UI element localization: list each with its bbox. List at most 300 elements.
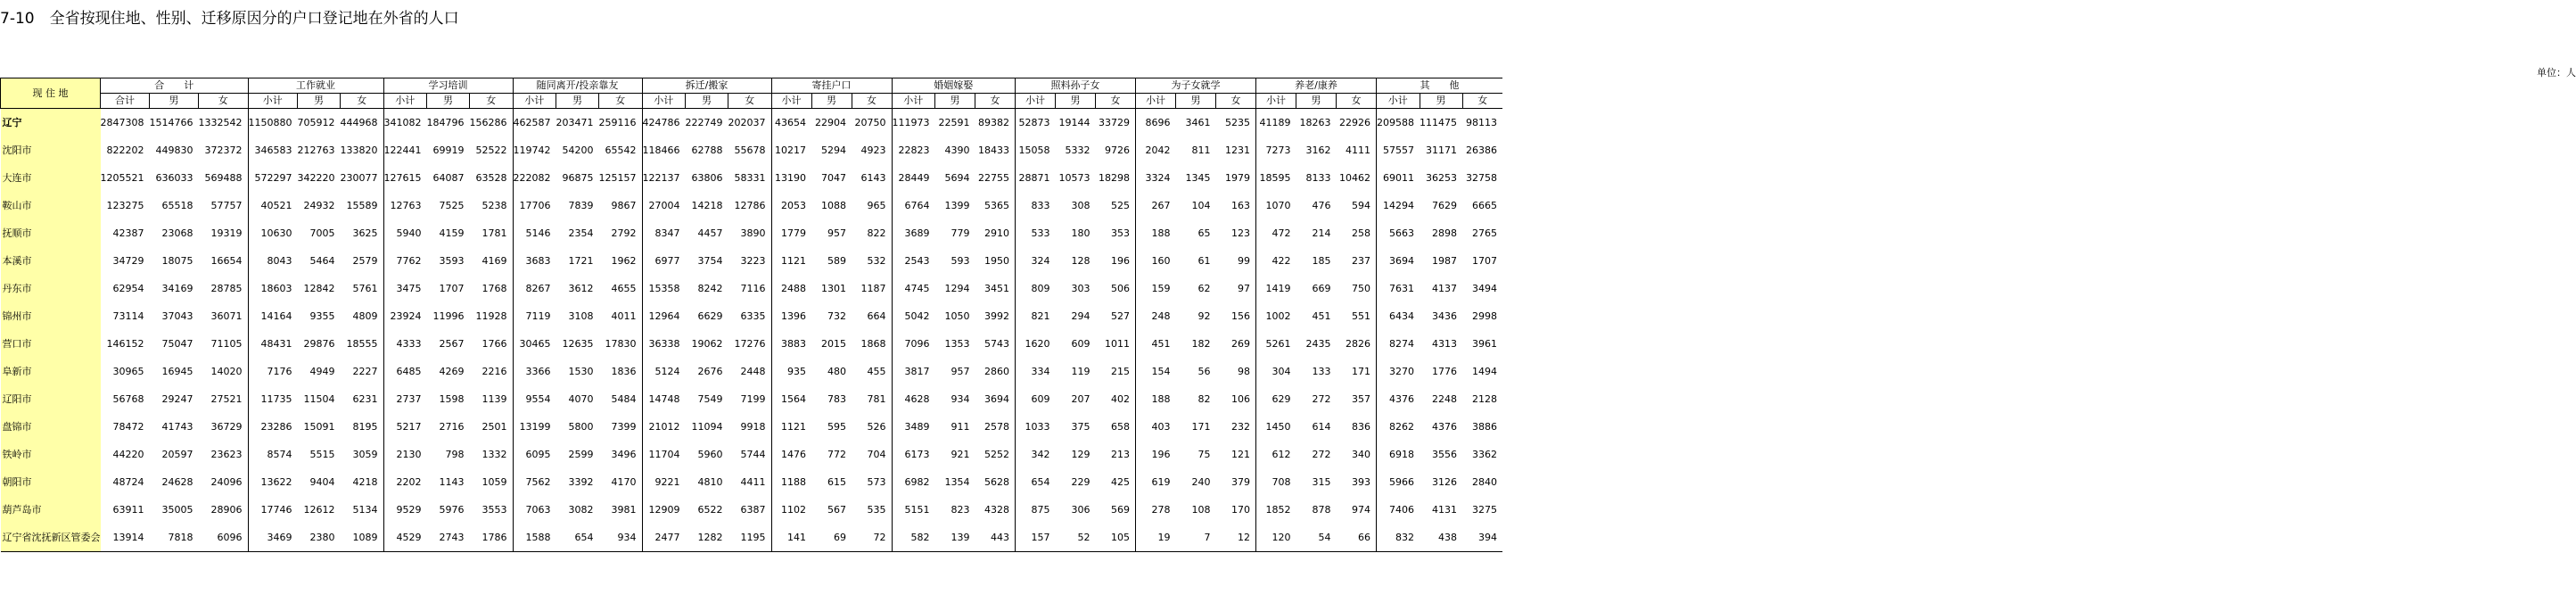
table-row xyxy=(1,136,1503,164)
cell-value: 4313 xyxy=(1432,338,1457,350)
cell-value: 609 xyxy=(1016,385,1056,413)
cell-value: 394 xyxy=(1462,524,1502,552)
table-row xyxy=(1,385,1503,413)
cell-value: 438 xyxy=(1420,524,1462,552)
cell-value: 1088 xyxy=(821,200,846,211)
cell-value: 5966 xyxy=(1377,468,1420,496)
table-row xyxy=(1,468,1503,496)
cell-value: 30965 xyxy=(112,366,144,377)
cell-value: 535 xyxy=(867,504,886,516)
cell-value: 357 xyxy=(1352,393,1370,405)
cell-value: 4137 xyxy=(1432,283,1457,294)
region-name: 鞍山市 xyxy=(1,192,101,219)
cell-value: 1721 xyxy=(568,255,594,267)
cell-value: 26386 xyxy=(1466,144,1497,156)
cell-value: 27521 xyxy=(210,393,243,405)
cell-value: 2765 xyxy=(1472,227,1497,239)
cell-value: 480 xyxy=(827,366,846,377)
cell-value: 6764 xyxy=(892,192,935,219)
table-row xyxy=(1,441,1503,468)
cell-value: 121 xyxy=(1231,449,1250,460)
cell-value: 230077 xyxy=(340,172,378,184)
cell-value: 823 xyxy=(951,504,970,516)
cell-value: 1781 xyxy=(481,227,507,239)
cell-value: 7406 xyxy=(1377,496,1420,524)
cell-value: 29247 xyxy=(161,393,193,405)
table-row xyxy=(1,524,1503,552)
cell-value: 17276 xyxy=(734,338,766,350)
cell-value: 2380 xyxy=(298,524,341,552)
cell-value: 119742 xyxy=(513,136,556,164)
cell-value: 3886 xyxy=(1472,421,1497,433)
cell-value: 342220 xyxy=(297,172,335,184)
cell-value: 33729 xyxy=(1099,117,1130,128)
cell-value: 8242 xyxy=(697,283,723,294)
cell-value: 1050 xyxy=(944,310,970,322)
cell-value: 62 xyxy=(1197,283,1211,294)
cell-value: 222082 xyxy=(513,164,556,192)
cell-value: 7525 xyxy=(439,200,465,211)
cell-value: 17706 xyxy=(513,192,556,219)
cell-value: 572297 xyxy=(248,164,298,192)
region-name: 盘锦市 xyxy=(1,413,101,441)
cell-value: 6335 xyxy=(740,310,766,322)
cell-value: 809 xyxy=(1016,275,1056,302)
header-sub: 男 xyxy=(1296,94,1337,109)
cell-value: 11928 xyxy=(475,310,507,322)
cell-value: 185 xyxy=(1312,255,1331,267)
header-sub: 小计 xyxy=(383,94,427,109)
table-row xyxy=(1,275,1503,302)
cell-value: 269 xyxy=(1231,338,1250,350)
cell-value: 2248 xyxy=(1432,393,1457,405)
cell-value: 341082 xyxy=(383,109,427,137)
region-name: 阜新市 xyxy=(1,358,101,385)
table-row xyxy=(1,247,1503,275)
cell-value: 248 xyxy=(1136,302,1176,330)
cell-value: 3694 xyxy=(1377,247,1420,275)
cell-value: 654 xyxy=(556,524,599,552)
cell-value: 1282 xyxy=(686,524,728,552)
cell-value: 5134 xyxy=(352,504,378,516)
cell-value: 36729 xyxy=(210,421,243,433)
cell-value: 13622 xyxy=(248,468,298,496)
cell-value: 1707 xyxy=(439,283,465,294)
table-row xyxy=(1,358,1503,385)
cell-value: 92 xyxy=(1197,310,1211,322)
cell-value: 6522 xyxy=(697,504,723,516)
header-group: 寄挂户口 xyxy=(771,78,892,94)
header-sub: 女 xyxy=(470,94,514,109)
cell-value: 182 xyxy=(1191,338,1211,350)
cell-value: 1294 xyxy=(944,283,970,294)
table-title: 7-10 全省按现住地、性别、迁移原因分的户口登记地在外省的人口 xyxy=(0,10,459,28)
cell-value: 8267 xyxy=(513,275,556,302)
cell-value: 2216 xyxy=(481,366,507,377)
cell-value: 3270 xyxy=(1377,358,1420,385)
cell-value: 6977 xyxy=(642,247,686,275)
cell-value: 2488 xyxy=(771,275,811,302)
cell-value: 19319 xyxy=(210,227,243,239)
cell-value: 444968 xyxy=(340,117,378,128)
cell-value: 7119 xyxy=(513,302,556,330)
cell-value: 1188 xyxy=(771,468,811,496)
cell-value: 551 xyxy=(1352,310,1370,322)
cell-value: 56768 xyxy=(112,393,144,405)
table-row xyxy=(1,413,1503,441)
cell-value: 27004 xyxy=(642,192,686,219)
cell-value: 9726 xyxy=(1105,144,1130,156)
cell-value: 14020 xyxy=(210,366,243,377)
cell-value: 619 xyxy=(1136,468,1176,496)
cell-value: 3496 xyxy=(611,449,637,460)
cell-value: 4949 xyxy=(309,366,335,377)
cell-value: 14748 xyxy=(642,385,686,413)
table-row xyxy=(1,192,1503,219)
cell-value: 2227 xyxy=(352,366,378,377)
cell-value: 6918 xyxy=(1377,441,1420,468)
cell-value: 125157 xyxy=(598,172,637,184)
cell-value: 4376 xyxy=(1432,421,1457,433)
cell-value: 96875 xyxy=(562,172,594,184)
cell-value: 609 xyxy=(1071,338,1090,350)
cell-value: 104 xyxy=(1191,200,1211,211)
header-sub: 小计 xyxy=(248,94,298,109)
cell-value: 1399 xyxy=(944,200,970,211)
cell-value: 1150880 xyxy=(248,109,298,137)
cell-value: 7273 xyxy=(1256,136,1296,164)
cell-value: 5235 xyxy=(1225,117,1250,128)
cell-value: 594 xyxy=(1352,200,1370,211)
cell-value: 2792 xyxy=(611,227,637,239)
cell-value: 127615 xyxy=(383,164,427,192)
cell-value: 8133 xyxy=(1305,172,1331,184)
cell-value: 669 xyxy=(1312,283,1331,294)
cell-value: 533 xyxy=(1016,219,1056,247)
cell-value: 2042 xyxy=(1136,136,1176,164)
cell-value: 3362 xyxy=(1472,449,1497,460)
cell-value: 462587 xyxy=(513,109,556,137)
header-sub: 合计 xyxy=(101,94,150,109)
cell-value: 97 xyxy=(1238,283,1250,294)
region-name: 锦州市 xyxy=(1,302,101,330)
cell-value: 615 xyxy=(827,476,846,488)
cell-value: 353 xyxy=(1111,227,1130,239)
cell-value: 2676 xyxy=(697,366,723,377)
cell-value: 1059 xyxy=(481,476,507,488)
cell-value: 3436 xyxy=(1432,310,1457,322)
cell-value: 2543 xyxy=(892,247,935,275)
cell-value: 28871 xyxy=(1016,164,1056,192)
region-name: 辽宁 xyxy=(1,109,101,137)
cell-value: 34729 xyxy=(112,255,144,267)
cell-value: 10217 xyxy=(771,136,811,164)
header-sub: 男 xyxy=(1056,94,1096,109)
cell-value: 589 xyxy=(827,255,846,267)
cell-value: 163 xyxy=(1231,200,1250,211)
cell-value: 1564 xyxy=(771,385,811,413)
cell-value: 19144 xyxy=(1058,117,1090,128)
cell-value: 2448 xyxy=(740,366,766,377)
cell-value: 5800 xyxy=(568,421,594,433)
cell-value: 278 xyxy=(1136,496,1176,524)
cell-value: 2053 xyxy=(771,192,811,219)
cell-value: 62788 xyxy=(691,144,723,156)
cell-value: 108 xyxy=(1191,504,1211,516)
cell-value: 64087 xyxy=(432,172,465,184)
cell-value: 595 xyxy=(827,421,846,433)
cell-value: 57557 xyxy=(1377,136,1420,164)
cell-value: 5124 xyxy=(642,358,686,385)
cell-value: 798 xyxy=(445,449,465,460)
header-sub: 女 xyxy=(599,94,643,109)
cell-value: 5484 xyxy=(611,393,637,405)
header-group: 工作就业 xyxy=(248,78,383,94)
region-name: 丹东市 xyxy=(1,275,101,302)
cell-value: 213 xyxy=(1111,449,1130,460)
cell-value: 1707 xyxy=(1472,255,1497,267)
cell-value: 2130 xyxy=(383,441,427,468)
cell-value: 3683 xyxy=(513,247,556,275)
cell-value: 20750 xyxy=(854,117,886,128)
cell-value: 1301 xyxy=(821,283,846,294)
cell-value: 6231 xyxy=(352,393,378,405)
cell-value: 156 xyxy=(1231,310,1250,322)
cell-value: 37043 xyxy=(161,310,193,322)
cell-value: 2860 xyxy=(984,366,1009,377)
cell-value: 2998 xyxy=(1472,310,1497,322)
cell-value: 393 xyxy=(1352,476,1370,488)
cell-value: 9918 xyxy=(740,421,766,433)
cell-value: 48431 xyxy=(248,330,298,358)
cell-value: 821 xyxy=(1016,302,1056,330)
cell-value: 7818 xyxy=(150,524,199,552)
cell-value: 78472 xyxy=(112,421,144,433)
cell-value: 4390 xyxy=(944,144,970,156)
cell-value: 111973 xyxy=(892,109,935,137)
cell-value: 159 xyxy=(1136,275,1176,302)
table-row xyxy=(1,219,1503,247)
cell-value: 12763 xyxy=(383,192,427,219)
cell-value: 1962 xyxy=(611,255,637,267)
header-sub: 女 xyxy=(975,94,1016,109)
cell-value: 171 xyxy=(1352,366,1370,377)
cell-value: 13190 xyxy=(771,164,811,192)
cell-value: 4169 xyxy=(481,255,507,267)
cell-value: 12612 xyxy=(303,504,335,516)
cell-value: 44220 xyxy=(112,449,144,460)
region-name: 本溪市 xyxy=(1,247,101,275)
cell-value: 6173 xyxy=(892,441,935,468)
cell-value: 16945 xyxy=(161,366,193,377)
cell-value: 425 xyxy=(1111,476,1130,488)
cell-value: 15091 xyxy=(303,421,335,433)
cell-value: 73114 xyxy=(112,310,144,322)
cell-value: 24628 xyxy=(161,476,193,488)
table-row xyxy=(1,109,1503,137)
cell-value: 6485 xyxy=(383,358,427,385)
cell-value: 306 xyxy=(1071,504,1090,516)
header-sub: 小计 xyxy=(513,94,556,109)
cell-value: 1514766 xyxy=(149,117,193,128)
cell-value: 23068 xyxy=(161,227,193,239)
region-name: 抚顺市 xyxy=(1,219,101,247)
cell-value: 62954 xyxy=(112,283,144,294)
cell-value: 99 xyxy=(1238,255,1250,267)
cell-value: 3556 xyxy=(1432,449,1457,460)
cell-value: 22591 xyxy=(938,117,970,128)
region-name: 沈阳市 xyxy=(1,136,101,164)
cell-value: 451 xyxy=(1312,310,1331,322)
header-corner: 现 住 地 xyxy=(1,78,101,109)
cell-value: 171 xyxy=(1191,421,1211,433)
cell-value: 4070 xyxy=(568,393,594,405)
cell-value: 582 xyxy=(892,524,935,552)
header-sub-row xyxy=(1,94,1503,109)
cell-value: 1139 xyxy=(481,393,507,405)
header-group: 合 计 xyxy=(101,78,249,94)
cell-value: 1987 xyxy=(1432,255,1457,267)
cell-value: 1836 xyxy=(611,366,637,377)
cell-value: 5151 xyxy=(892,496,935,524)
cell-value: 304 xyxy=(1256,358,1296,385)
cell-value: 8347 xyxy=(642,219,686,247)
cell-value: 57757 xyxy=(210,200,243,211)
cell-value: 3694 xyxy=(984,393,1009,405)
cell-value: 23286 xyxy=(248,413,298,441)
cell-value: 2826 xyxy=(1346,338,1370,350)
cell-value: 1786 xyxy=(470,524,514,552)
cell-value: 783 xyxy=(827,393,846,405)
cell-value: 935 xyxy=(771,358,811,385)
cell-value: 66 xyxy=(1337,524,1377,552)
cell-value: 22755 xyxy=(978,172,1009,184)
cell-value: 1033 xyxy=(1016,413,1056,441)
cell-value: 63911 xyxy=(112,504,144,516)
unit-label: 单位：人 xyxy=(2537,67,2576,78)
cell-value: 12635 xyxy=(562,338,594,350)
cell-value: 1450 xyxy=(1256,413,1296,441)
region-name: 铁岭市 xyxy=(1,441,101,468)
cell-value: 911 xyxy=(951,421,970,433)
cell-value: 781 xyxy=(867,393,886,405)
region-name: 葫芦岛市 xyxy=(1,496,101,524)
cell-value: 934 xyxy=(951,393,970,405)
header-group: 婚姻嫁娶 xyxy=(892,78,1016,94)
cell-value: 63806 xyxy=(691,172,723,184)
cell-value: 6143 xyxy=(860,172,886,184)
cell-value: 3612 xyxy=(568,283,594,294)
cell-value: 10462 xyxy=(1339,172,1370,184)
cell-value: 424786 xyxy=(642,109,686,137)
cell-value: 4810 xyxy=(697,476,723,488)
cell-value: 7176 xyxy=(248,358,298,385)
cell-value: 30465 xyxy=(513,330,556,358)
cell-value: 212763 xyxy=(297,144,335,156)
cell-value: 1494 xyxy=(1472,366,1497,377)
cell-value: 1598 xyxy=(439,393,465,405)
cell-value: 122137 xyxy=(642,164,686,192)
cell-value: 63528 xyxy=(475,172,507,184)
cell-value: 9554 xyxy=(513,385,556,413)
cell-value: 2847308 xyxy=(100,117,144,128)
cell-value: 133820 xyxy=(340,144,378,156)
cell-value: 527 xyxy=(1111,310,1130,322)
cell-value: 2435 xyxy=(1305,338,1331,350)
header-sub: 小计 xyxy=(1016,94,1056,109)
cell-value: 375 xyxy=(1071,421,1090,433)
cell-value: 472 xyxy=(1256,219,1296,247)
cell-value: 402 xyxy=(1111,393,1130,405)
cell-value: 3223 xyxy=(740,255,766,267)
header-sub: 女 xyxy=(199,94,249,109)
cell-value: 160 xyxy=(1136,247,1176,275)
cell-value: 9221 xyxy=(642,468,686,496)
table-row xyxy=(1,330,1503,358)
cell-value: 18603 xyxy=(248,275,298,302)
cell-value: 72 xyxy=(852,524,892,552)
cell-value: 5464 xyxy=(309,255,335,267)
cell-value: 2477 xyxy=(642,524,686,552)
cell-value: 22904 xyxy=(815,117,846,128)
cell-value: 19062 xyxy=(691,338,723,350)
cell-value: 342 xyxy=(1016,441,1056,468)
cell-value: 2840 xyxy=(1472,476,1497,488)
cell-value: 506 xyxy=(1111,283,1130,294)
cell-value: 2898 xyxy=(1432,227,1457,239)
cell-value: 41189 xyxy=(1256,109,1296,137)
cell-value: 2737 xyxy=(383,385,427,413)
cell-value: 346583 xyxy=(248,136,298,164)
cell-value: 974 xyxy=(1352,504,1370,516)
cell-value: 128 xyxy=(1071,255,1090,267)
cell-value: 21012 xyxy=(642,413,686,441)
cell-value: 207 xyxy=(1071,393,1090,405)
cell-value: 6434 xyxy=(1377,302,1420,330)
cell-value: 36071 xyxy=(210,310,243,322)
cell-value: 14164 xyxy=(248,302,298,330)
cell-value: 779 xyxy=(951,227,970,239)
region-name: 辽宁省沈抚新区管委会 xyxy=(1,524,101,552)
header-group-row xyxy=(1,78,1503,94)
cell-value: 934 xyxy=(599,524,643,552)
cell-value: 340 xyxy=(1352,449,1370,460)
cell-value: 23924 xyxy=(383,302,427,330)
header-sub: 男 xyxy=(298,94,341,109)
cell-value: 18263 xyxy=(1299,117,1331,128)
cell-value: 1588 xyxy=(513,524,556,552)
cell-value: 12964 xyxy=(642,302,686,330)
cell-value: 69 xyxy=(811,524,852,552)
cell-value: 3890 xyxy=(740,227,766,239)
cell-value: 1776 xyxy=(1432,366,1457,377)
cell-value: 48724 xyxy=(112,476,144,488)
cell-value: 4111 xyxy=(1346,144,1370,156)
cell-value: 34169 xyxy=(161,283,193,294)
cell-value: 9404 xyxy=(309,476,335,488)
cell-value: 1476 xyxy=(771,441,811,468)
cell-value: 5146 xyxy=(513,219,556,247)
cell-value: 7631 xyxy=(1377,275,1420,302)
header-sub: 女 xyxy=(852,94,892,109)
cell-value: 16654 xyxy=(210,255,243,267)
cell-value: 98113 xyxy=(1466,117,1497,128)
cell-value: 7839 xyxy=(568,200,594,211)
cell-value: 811 xyxy=(1191,144,1211,156)
cell-value: 403 xyxy=(1136,413,1176,441)
cell-value: 8195 xyxy=(352,421,378,433)
header-group: 学习培训 xyxy=(383,78,513,94)
